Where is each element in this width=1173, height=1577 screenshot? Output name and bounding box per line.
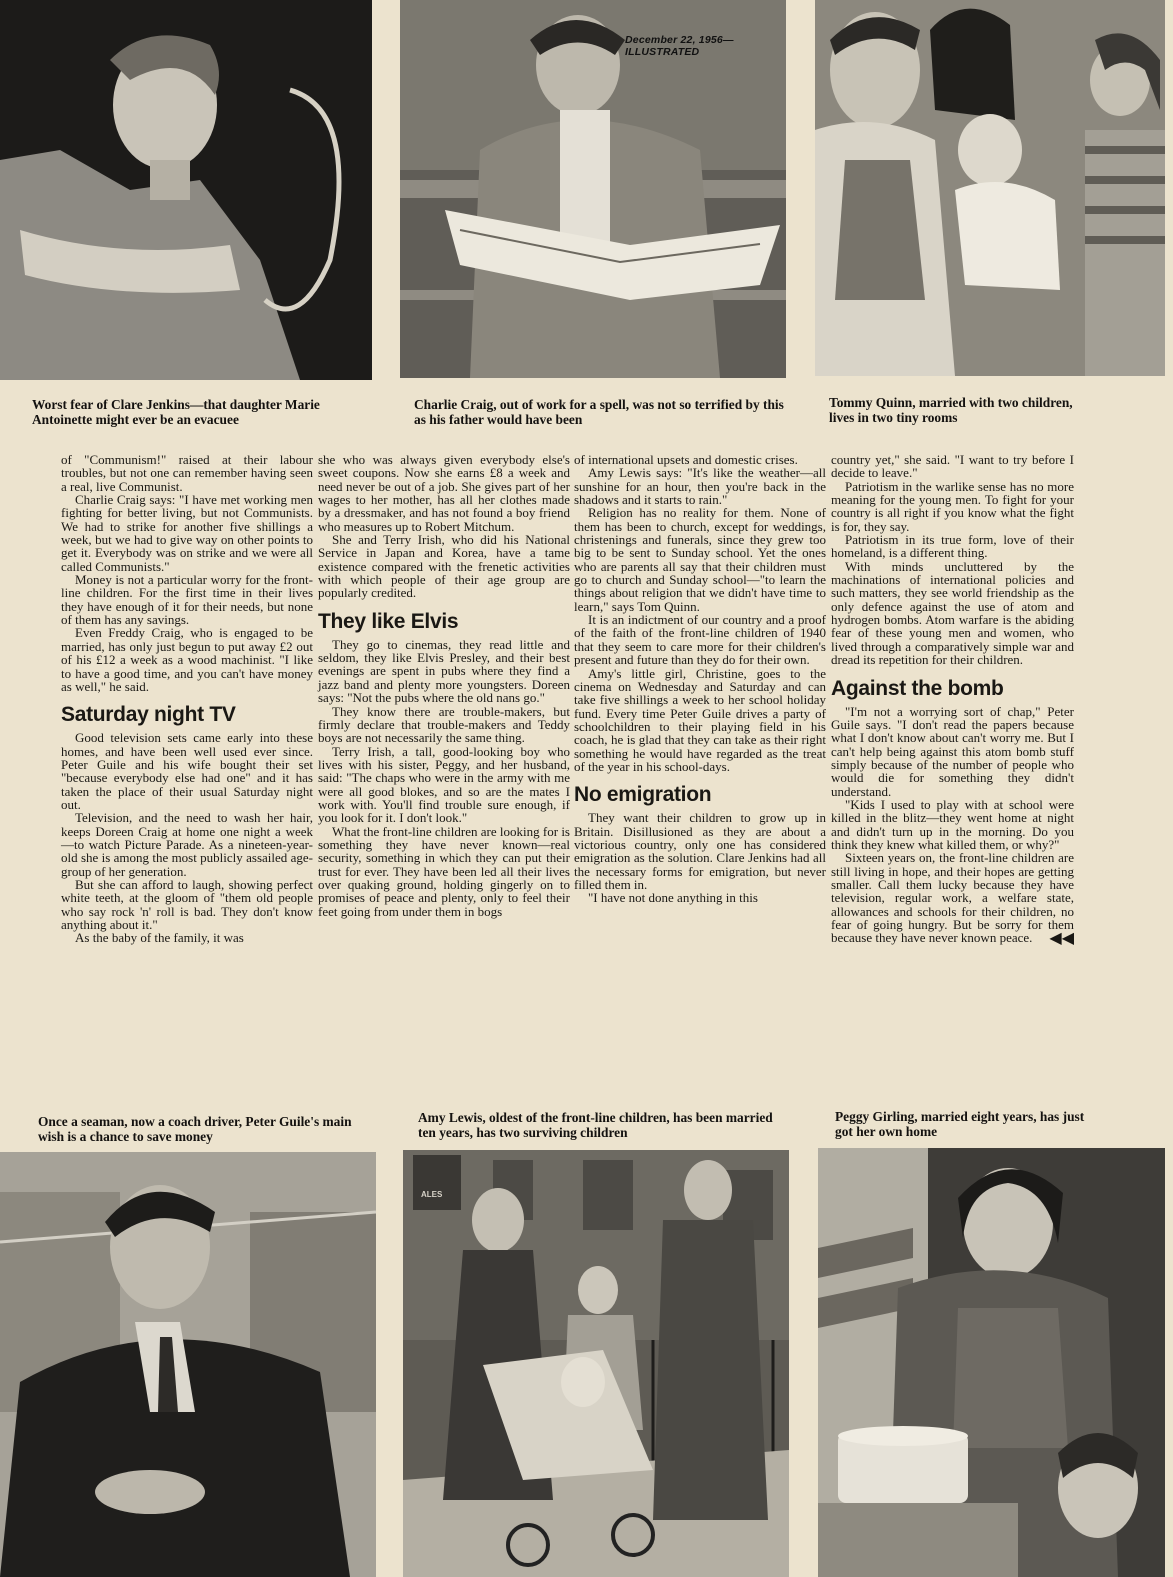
paragraph: Patriotism in the warlike sense has no more meaning for the young men. To fight for your country is all right if you know what the fight is for, they say. — [831, 478, 1074, 534]
dateline: December 22, 1956—ILLUSTRATED — [625, 34, 734, 58]
article-column-2 — [318, 453, 570, 918]
paragraph: As the baby of the family, it was — [75, 930, 244, 946]
article-column-1 — [61, 453, 313, 945]
photo-amy-lewis-drawing — [403, 1150, 789, 1577]
paragraph: of "Communism!" raised at their labour troubles, but not one can remember having seen a real, live Communist. — [61, 452, 313, 494]
caption-tommy-quinn: Tommy Quinn, married with two children, lives in two tiny rooms — [829, 395, 1073, 425]
photo-tommy-quinn-drawing — [815, 0, 1165, 376]
paragraph: Charlie Craig says: "I have met working men fighting for better living, but not Communists. We had to strike for another five shillings a week, but we had to give way on other points to get it. Everybody was on strike and we were all called Communists." — [61, 492, 313, 574]
paragraph: They go to cinemas, they read little and seldom, they like Elvis Presley, and their best evenings are spent in pubs where they find a jazz band and plenty more youngsters. Doreen says: "Not the pubs where the old nans go." — [318, 636, 570, 706]
paragraph: Amy's little girl, Christine, goes to the cinema on Wednesday and Saturday and can take five shillings a week to her school holiday fund. Every time Peter Guile drives a party of schoolchildren to their playing field in his coach, he is glad that they can take as their right something he would have regarded as the treat of the year in his school-days. — [574, 665, 826, 774]
paragraph: It is an indictment of our country and a proof of the faith of the front-line children of 1940 that they seem to care more for their children's present and future than they do for their own. — [574, 612, 826, 668]
photo-amy-lewis-family — [403, 1150, 789, 1577]
paragraph: country yet," she said. "I want to try before I decide to leave." — [831, 452, 1074, 481]
photo-peggy-girling-drawing — [818, 1148, 1165, 1577]
paragraph: Money is not a particular worry for the front-line children. For the first time in their lives they have enough of it for their needs, but none of them has any savings. — [61, 572, 313, 628]
paragraph: "Kids I used to play with at school were killed in the blitz—they went home at night and didn't turn up in the morning. Do you think they knew what killed them, or why?" — [831, 796, 1074, 852]
photo-tommy-quinn-family — [815, 0, 1165, 376]
paragraph: But she can afford to laugh, showing perfect white teeth, at the gloom of "them old people who say rock 'n' roll is bad. They don't know anything about it." — [61, 876, 313, 932]
paragraph: "I have not done anything in this — [588, 890, 758, 906]
paragraph: Television, and the need to wash her hair, keeps Doreen Craig at home one night a week—to watch Picture Parade. As a nineteen-year-old she is among the most publicly assailed age-group of her generation. — [61, 810, 313, 879]
heading-they-like-elvis: They like Elvis — [318, 609, 459, 633]
paragraph: Even Freddy Craig, who is engaged to be married, has only just begun to put away £2 out of his £12 a week as a wood machinist. "I like to have a good time, and you can't have money as well," he said. — [61, 625, 313, 694]
photo-clare-jenkins-drawing — [0, 0, 372, 380]
article-column-3 — [574, 453, 826, 905]
caption-charlie-craig: Charlie Craig, out of work for a spell, was not so terrified by this as his father would have been — [414, 397, 784, 427]
paragraph: Religion has no reality for them. None of them has been to church, except for weddings, christenings and funerals, since they grew too big to be sent to Sunday school. Yet the ones who are parents all say that their children must go to church and Sunday school—"to learn the things about religion that we didn't have time to learn," says Tom Quinn. — [574, 505, 826, 614]
paragraph: What the front-line children are looking for is something they have never known—real security, something in which they can put their trust for ever. They have been led all their lives over quaking ground, holding gingerly on to promises of peace and plenty, only to feel their feet going from under them in bogs — [318, 823, 570, 919]
caption-peggy-girling: Peggy Girling, married eight years, has just got her own home — [835, 1109, 1085, 1139]
heading-against-the-bomb: Against the bomb — [831, 676, 1004, 700]
paragraph: They know there are trouble-makers, but firmly declare that trouble-makers and Teddy boys are not necessarily the same thing. — [318, 703, 570, 746]
pub-sign: ALES — [421, 1190, 443, 1199]
photo-peggy-girling — [818, 1148, 1165, 1577]
caption-clare-jenkins: Worst fear of Clare Jenkins—that daughter Marie Antoinette might ever be an evacuee — [32, 397, 320, 427]
paragraph: Good television sets came early into these homes, and have been well used ever since. Peter Guile and his wife bought their set "because everybody else had one" and it has taken the place of their usual Saturday night out. — [61, 730, 313, 812]
paragraph: With minds uncluttered by the machinations of international policies and such matters, they see world friendship as the only defence against the use of atom and hydrogen bombs. Atom warfare is the abiding fear of these young men and women, who lived through a comparatively simple war and dread its repetition for their children. — [831, 558, 1074, 668]
paragraph: They want their children to grow up in Britain. Disillusioned as they are about a victorious country, only one has considered emigration as the solution. Clare Jenkins had all the necessary forms for emigration, but never filled them in. — [574, 810, 826, 892]
heading-no-emigration: No emigration — [574, 783, 712, 807]
paragraph: Sixteen years on, the front-line children are still living in hope, and their hopes are getting smaller. Call them lucky because they have television, regular work, a welfare state, allowances and schools for their children, no fear of going hungry. But be sorry for them because they have never known peace. ◀◀ — [831, 850, 1074, 948]
photo-clare-jenkins — [0, 0, 372, 380]
article-column-4 — [831, 452, 1074, 948]
paragraph: "I'm not a worrying sort of chap," Peter Guile says. "I don't read the papers because what I don't know about can't worry me. But I can't help being against this atom bomb stuff simply because of the number of people who would die for something they didn't understand. — [831, 703, 1074, 799]
paragraph: Amy Lewis says: "It's like the weather—all sunshine for an hour, then you're back in the shadows and it starts to rain." — [574, 465, 826, 508]
photo-charlie-craig — [400, 0, 786, 378]
paragraph: She and Terry Irish, who did his National Service in Japan and Korea, have a tame existence compared with the frenetic activities with which people of their age group are popularly credited. — [318, 532, 570, 601]
paragraph: Patriotism in its true form, love of their homeland, is a different thing. — [831, 532, 1074, 561]
photo-peter-guile-drawing — [0, 1152, 376, 1577]
caption-amy-lewis: Amy Lewis, oldest of the front-line children, has been married ten years, has two surviving children — [418, 1110, 773, 1140]
paragraph: Terry Irish, a tall, good-looking boy who lives with his sister, Peggy, and her husband, said: "The chaps who were in the army with me were all good blokes, and so are the mates I work with. You'll find trouble sure enough, if you look for it. I don't look." — [318, 743, 570, 826]
paragraph: of international upsets and domestic crises. — [574, 452, 798, 467]
heading-saturday-night-tv: Saturday night TV — [61, 703, 236, 727]
end-mark-icon: ◀◀ — [1049, 928, 1074, 948]
photo-peter-guile — [0, 1152, 376, 1577]
paragraph: she who was always given everybody else's sweet coupons. Now she earns £8 a week and need never be out of a job. She gives part of her wages to her mother, has all her clothes made by a dressmaker, and has not found a boy friend who measures up to Robert Mitchum. — [318, 452, 570, 534]
caption-peter-guile: Once a seaman, now a coach driver, Peter Guile's main wish is a chance to save money — [38, 1114, 352, 1144]
